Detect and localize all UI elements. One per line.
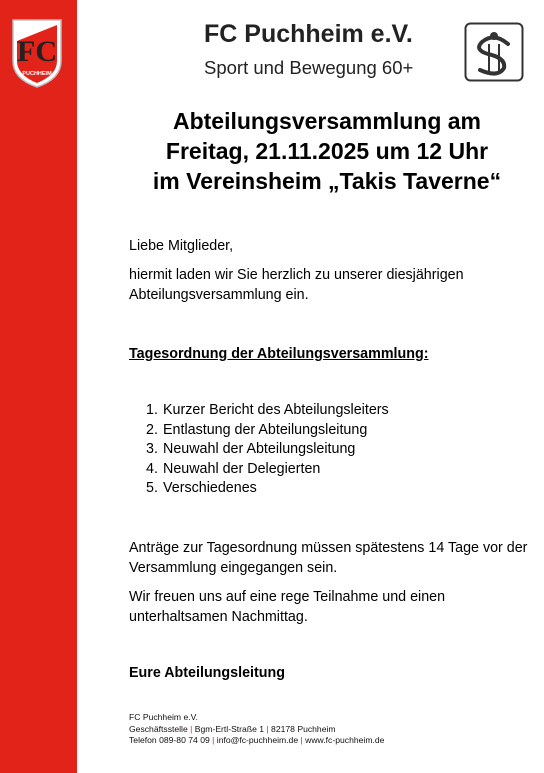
logo-letters: FC (17, 35, 57, 68)
motions-note: Anträge zur Tagesordnung müssen spätestens 14 Tage vor der Versammlung eingegangen sein. (129, 540, 528, 576)
club-name: FC Puchheim e.V. (204, 20, 413, 48)
closing-text: Wir freuen uns auf eine rege Teilnahme und einen unterhaltsamen Nachmittag. (129, 589, 446, 625)
footer-phone: Telefon 089-80 74 09 (129, 735, 210, 746)
agenda-item: 3. Neuwahl der Abteilungsleitung (146, 441, 356, 458)
footer (129, 712, 384, 747)
agenda-heading: Tagesordnung der Abteilungsversammlung: (129, 346, 429, 362)
title-line-2: Freitag, 21.11.2025 um 12 Uhr (165, 138, 489, 164)
footer-address: Geschäftsstelle | Bgm-Ertl-Straße 1 | 82178 Puchheim (129, 723, 336, 734)
footer-org: FC Puchheim e.V. (129, 712, 198, 722)
agenda-item: 1. Kurzer Bericht des Abteilungsleiters (146, 402, 389, 418)
agenda-item: 4. Neuwahl der Delegierten (146, 460, 321, 477)
greeting: Liebe Mitglieder, (129, 238, 234, 254)
signature: Eure Abteilungsleitung (129, 665, 285, 681)
agenda-item: 2. Entlastung der Abteilungsleitung (146, 421, 368, 438)
title-line-3: im Vereinsheim „Takis Taverne“ (152, 168, 502, 194)
club-logo (9, 17, 65, 89)
agenda-item: 5. Verschiedenes (146, 480, 257, 497)
red-sidebar-bar (0, 0, 77, 773)
footer-email-link[interactable]: info@fc-puchheim.de (216, 735, 299, 746)
senior-sport-seal-icon (464, 22, 524, 82)
logo-text: PUCHHEIM (22, 71, 52, 77)
page-title (110, 106, 544, 196)
footer-contact: Telefon 089-80 74 09 | info@fc-puchheim.de | www.fc-puchheim.de (129, 735, 385, 746)
invitation-text: hiermit laden wir Sie herzlich zu unserer diesjährigen Abteilungsversammlung ein. (129, 267, 464, 303)
footer-website-link[interactable]: www.fc-puchheim.de (305, 735, 385, 746)
agenda-list (146, 401, 389, 499)
department-name: Sport und Bewegung 60+ (204, 57, 414, 78)
title-line-1: Abteilungsversammlung am (172, 108, 482, 134)
